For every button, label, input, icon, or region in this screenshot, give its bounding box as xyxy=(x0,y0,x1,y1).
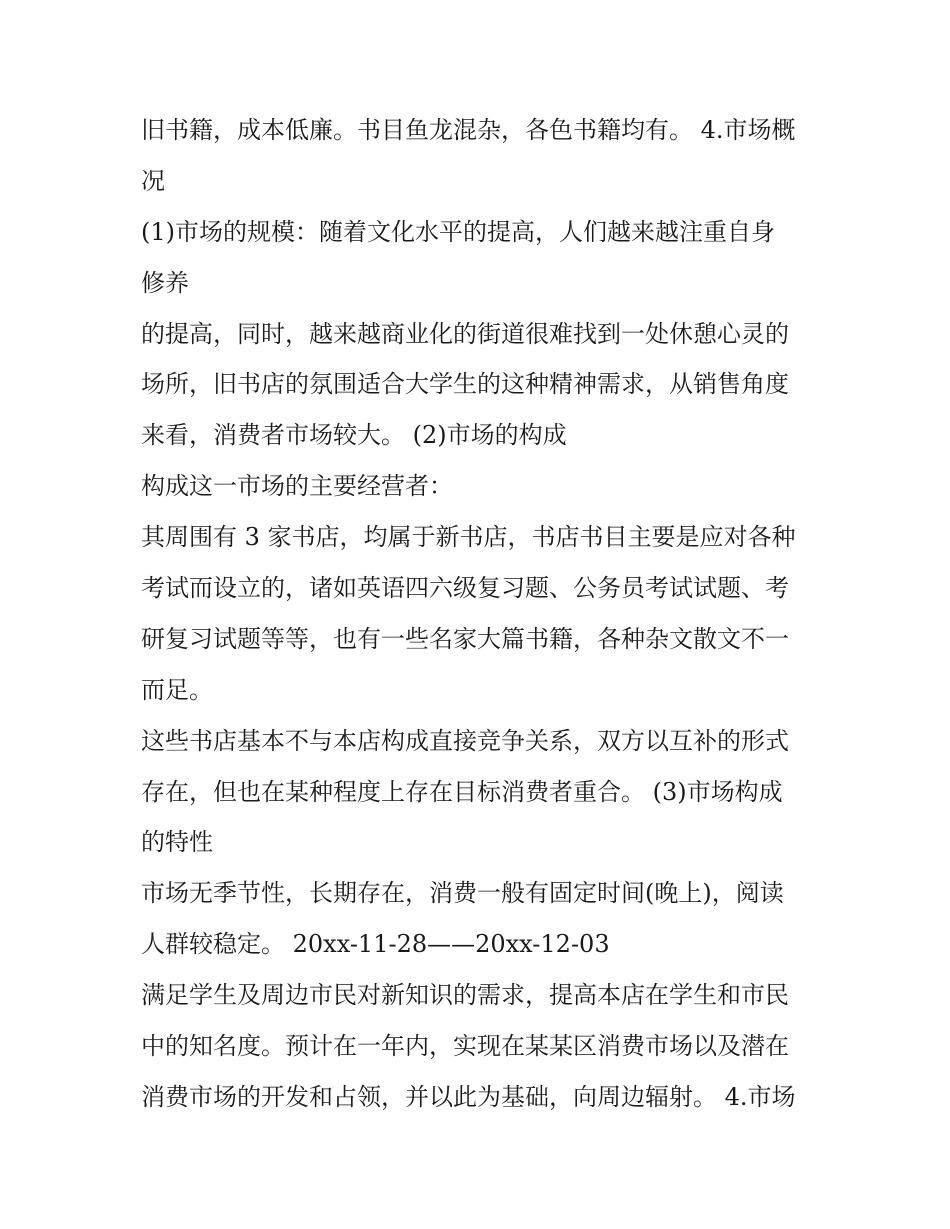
text-line: 市场无季节性，长期存在，消费一般有固定时间(晚上)，阅读 xyxy=(141,879,784,908)
text-line: 消费市场的开发和占领，并以此为基础，向周边辐射。 4.市场 xyxy=(141,1082,796,1111)
text-line: 的提高，同时，越来越商业化的街道很难找到一处休憩心灵的 xyxy=(141,319,789,348)
text-line: 况 xyxy=(141,166,165,195)
text-line: 修养 xyxy=(141,268,189,297)
text-line: 旧书籍，成本低廉。书目鱼龙混杂，各色书籍均有。 4.市场概 xyxy=(141,116,796,144)
text-line: 人群较稳定。 20xx-11-28——20xx-12-03 xyxy=(141,930,610,959)
text-line: 构成这一市场的主要经营者： xyxy=(141,472,453,501)
body-text xyxy=(141,105,821,1123)
text-line: 的特性 xyxy=(141,828,213,857)
text-line: 而足。 xyxy=(141,675,213,704)
text-line: 存在，但也在某种程度上存在目标消费者重合。 (3)市场构成 xyxy=(141,777,783,806)
text-line: 其周围有 3 家书店，均属于新书店，书店书目主要是应对各种 xyxy=(141,523,796,552)
text-line: 研复习试题等等，也有一些名家大篇书籍，各种杂文散文不一 xyxy=(141,624,789,653)
text-line: (1)市场的规模：随着文化水平的提高，人们越来越注重自身 xyxy=(141,217,775,246)
text-line: 这些书店基本不与本店构成直接竞争关系，双方以互补的形式 xyxy=(141,726,789,755)
text-line: 中的知名度。预计在一年内，实现在某某区消费市场以及潜在 xyxy=(141,1032,789,1061)
text-line: 满足学生及周边市民对新知识的需求，提高本店在学生和市民 xyxy=(141,981,789,1010)
text-line: 来看，消费者市场较大。 (2)市场的构成 xyxy=(141,421,567,450)
text-line: 场所，旧书店的氛围适合大学生的这种精神需求，从销售角度 xyxy=(141,370,789,399)
text-line: 考试而设立的，诸如英语四六级复习题、公务员考试试题、考 xyxy=(141,574,789,603)
